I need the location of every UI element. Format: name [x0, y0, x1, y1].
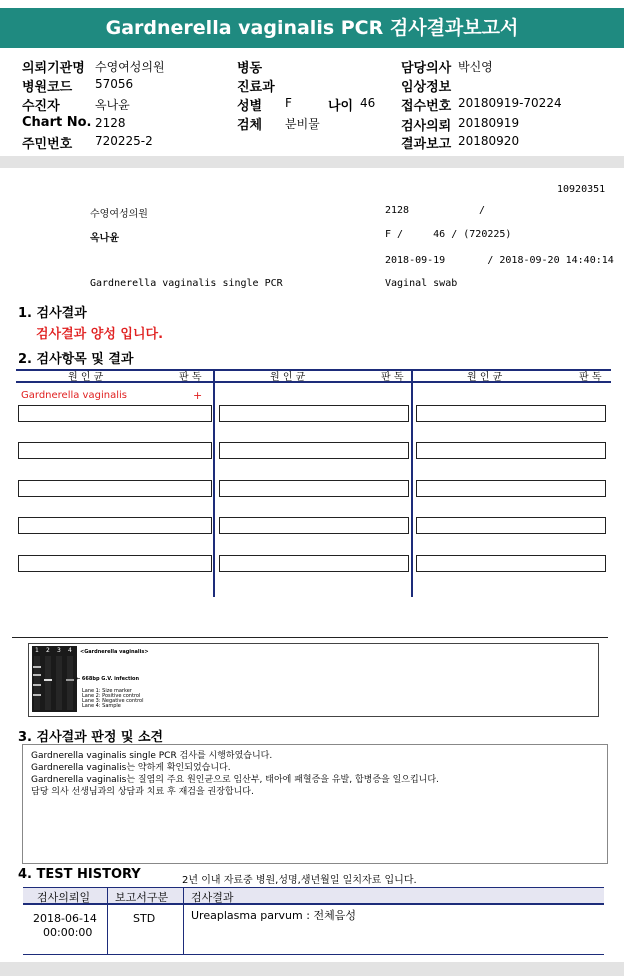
value-receipt-number: 20180919-70224: [458, 96, 562, 110]
label-receipt-number: 접수번호: [401, 99, 452, 114]
gel-lane: [34, 656, 40, 710]
report-title: Gardnerella vaginalis PCR 검사결과보고서: [0, 8, 624, 48]
history-col-divider: [183, 888, 184, 904]
result-box: [416, 405, 606, 422]
label-resident-number: 주민번호: [22, 137, 73, 152]
col-judgement-3: 판 독: [579, 372, 602, 383]
report-test-name: Gardnerella vaginalis single PCR: [90, 278, 283, 289]
value-sex: F: [285, 96, 292, 110]
value-report-date: 20180920: [458, 134, 520, 148]
column-header-2: [214, 369, 412, 383]
gel-lane-number: 3: [57, 647, 61, 654]
gel-legend-item: Lane 1: Size marker: [82, 688, 132, 694]
history-table-header: [23, 887, 604, 905]
value-doctor: 박신영: [458, 60, 493, 74]
comment-line: Gardnerella vaginalis single PCR 검사를 시행하였습니다.: [31, 751, 273, 761]
report-clinic: 수영여성의원: [90, 209, 148, 220]
result-box: [219, 555, 409, 572]
col-pathogen-2: 원 인 균: [270, 372, 306, 383]
column-header-1: [16, 369, 214, 383]
item-result: +: [193, 389, 203, 402]
result-box: [18, 405, 212, 422]
section2-title: 2. 검사항목 및 결과: [18, 352, 134, 367]
result-box: [219, 442, 409, 459]
report-specimen: Vaginal swab: [385, 278, 458, 289]
header-separator: [0, 156, 624, 168]
report-patient: 옥나윤: [90, 233, 119, 244]
result-box: [18, 442, 212, 459]
label-sex: 성별: [237, 99, 263, 114]
report-dates: 2018-09-19 / 2018-09-20 14:40:14: [385, 255, 614, 266]
label-specimen: 검체: [237, 118, 263, 133]
footer-band: [0, 962, 624, 976]
section4-title: 4. TEST HISTORY: [18, 867, 141, 882]
value-hospital-code: 57056: [95, 77, 134, 91]
label-clinical-info: 임상정보: [401, 80, 452, 95]
label-age: 나이: [328, 99, 354, 114]
label-chart-no: Chart No.: [22, 115, 92, 130]
report-slash: /: [479, 205, 486, 216]
history-date: 2018-06-14: [33, 912, 97, 925]
result-box: [18, 555, 212, 572]
gel-band: [33, 694, 41, 696]
label-request-date: 검사의뢰: [401, 119, 452, 134]
gel-lane-number: 4: [68, 647, 72, 654]
gel-lane-number: 2: [46, 647, 50, 654]
comment-line: Gardnerella vaginalis는 질염의 주요 원인균으로 임산부, 태아에 패혈증을 유발, 합병증을 일으킵니다.: [31, 775, 439, 785]
label-report-date: 결과보고: [401, 137, 452, 152]
report-chart: 2128: [385, 205, 410, 216]
gel-lane: [67, 656, 73, 710]
gel-band: [33, 666, 41, 668]
item-name: Gardnerella vaginalis: [21, 390, 127, 401]
history-result: Ureaplasma parvum : 전체음성: [191, 909, 356, 922]
comment-box: [22, 744, 608, 864]
gel-band: [33, 684, 41, 686]
test-result-positive: 검사결과 양성 입니다.: [36, 327, 164, 342]
result-box: [416, 480, 606, 497]
gel-caption: <Gardnerella vaginalis>: [80, 649, 149, 655]
gel-band: [33, 674, 41, 676]
label-patient: 수진자: [22, 99, 60, 114]
history-note: 2년 이내 자료중 병원,성명,생년월일 일치자료 입니다.: [182, 875, 417, 886]
result-box: [416, 517, 606, 534]
col-pathogen-3: 원 인 균: [467, 372, 503, 383]
value-chart-no: 2128: [95, 116, 126, 130]
column-divider-2: [411, 369, 413, 597]
result-box: [219, 405, 409, 422]
history-col-request-date: 검사의뢰일: [37, 891, 91, 904]
result-box: [219, 480, 409, 497]
table-row: [23, 905, 604, 955]
col-judgement-1: 판 독: [179, 372, 202, 383]
report-id: 10920351: [557, 184, 606, 195]
column-header-3: [412, 369, 611, 383]
value-specimen: 분비물: [285, 117, 320, 131]
value-request-date: 20180919: [458, 116, 520, 130]
history-report-type: STD: [133, 912, 156, 925]
comment-line: Gardnerella vaginalis는 약하게 확인되었습니다.: [31, 763, 231, 773]
result-box: [18, 517, 212, 534]
col-judgement-2: 판 독: [381, 372, 404, 383]
gel-lane-number: 1: [35, 647, 39, 654]
history-col-report-type: 보고서구분: [115, 891, 169, 904]
gel-lane: [56, 656, 62, 710]
section-divider: [12, 637, 608, 638]
col-pathogen-1: 원 인 균: [68, 372, 104, 383]
section3-title: 3. 검사결과 판정 및 소견: [18, 730, 164, 745]
value-resident-number: 720225-2: [95, 134, 153, 148]
label-ward: 병동: [237, 61, 263, 76]
gel-band-label: ← 668bp G.V. infection: [76, 676, 140, 682]
gel-lane: [45, 656, 51, 710]
value-age: 46: [360, 96, 376, 110]
comment-line: 담당 의사 선생님과의 상담과 치료 후 재검을 권장합니다.: [31, 787, 254, 797]
section1-title: 1. 검사결과: [18, 306, 87, 321]
gel-legend-item: Lane 4: Sample: [82, 703, 121, 709]
result-box: [219, 517, 409, 534]
gel-legend-item: Lane 2: Positive control: [82, 693, 141, 699]
history-col-divider: [107, 888, 108, 904]
history-col-divider: [107, 905, 108, 954]
result-box: [18, 480, 212, 497]
label-doctor: 담당의사: [401, 61, 452, 76]
column-divider-1: [213, 369, 215, 597]
history-col-divider: [183, 905, 184, 954]
history-col-result: 검사결과: [191, 891, 234, 904]
gel-legend-item: Lane 3: Negative control: [82, 698, 144, 704]
value-requesting-institution: 수영여성의원: [95, 60, 165, 74]
history-time: 00:00:00: [43, 926, 93, 939]
gel-electrophoresis-image: [32, 646, 77, 712]
label-hospital-code: 병원코드: [22, 80, 73, 95]
gel-band: [66, 679, 74, 681]
report-sex-age: F / 46 / (720225): [385, 229, 512, 240]
label-requesting-institution: 의뢰기관명: [22, 61, 85, 76]
gel-band: [44, 679, 52, 681]
result-box: [416, 555, 606, 572]
value-patient: 옥나윤: [95, 98, 130, 112]
label-department: 진료과: [237, 80, 275, 95]
result-box: [416, 442, 606, 459]
